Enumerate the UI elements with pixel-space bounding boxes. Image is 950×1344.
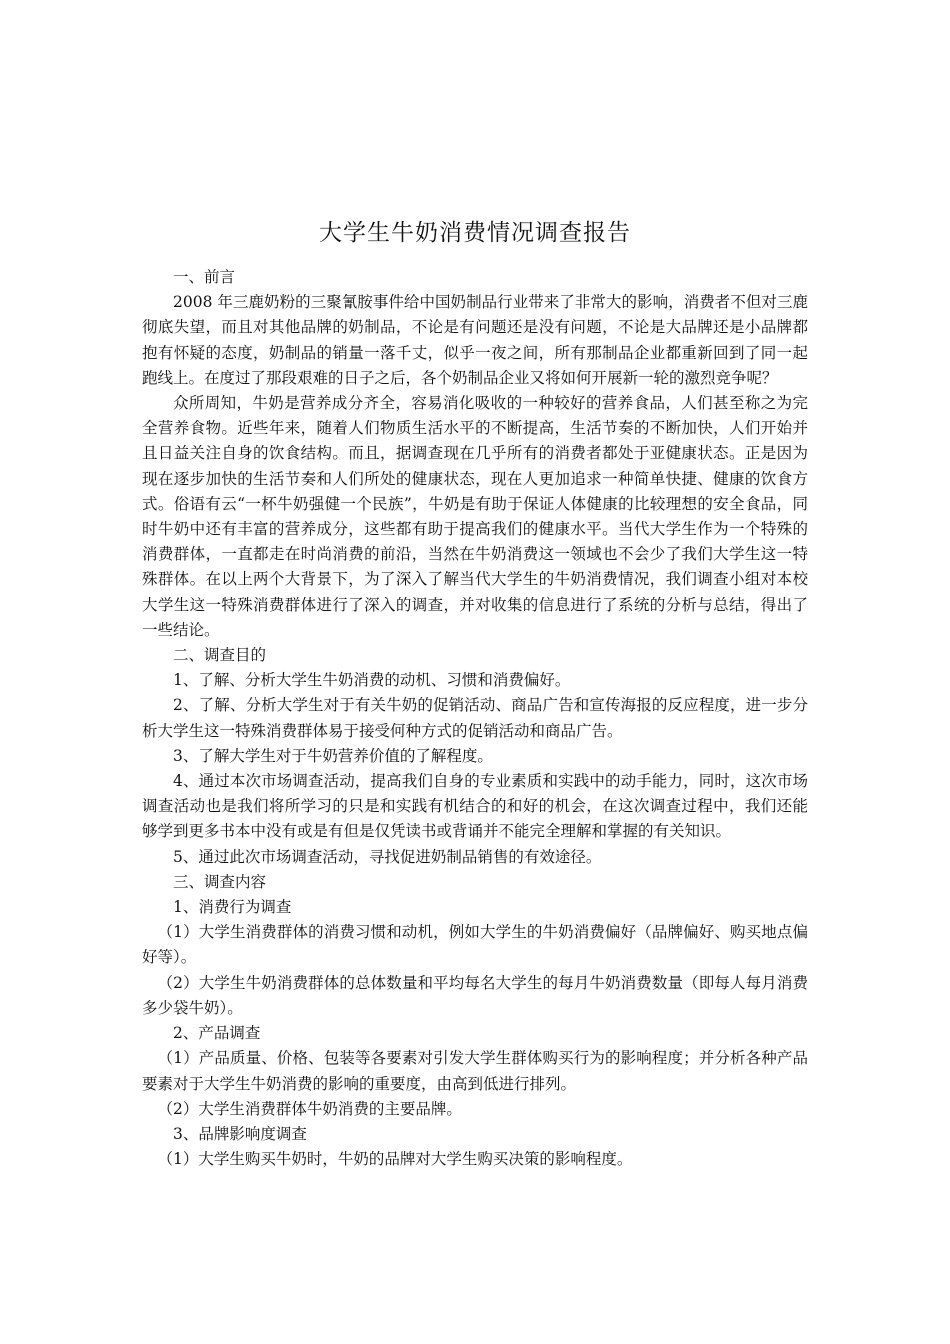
paragraph: 2008 年三鹿奶粉的三聚氰胺事件给中国奶制品行业带来了非常大的影响，消费者不但对三鹿彻底失望，而且对其他品牌的奶制品，不论是有问题还是没有问题，不论是大品牌还是小品牌都抱有怀疑的态度，奶制品的销量一落千丈，似乎一夜之间，所有那制品企业都重新回到了同一起跑线上。在度过了那段艰难的日子之后，各个奶制品企业又将如何开展新一轮的激烈竞争呢？: [142, 293, 808, 387]
paragraph: 众所周知，牛奶是营养成分齐全，容易消化吸收的一种较好的营养食品，人们甚至称之为完全营养食物。近些年来，随着人们物质生活水平的不断提高，生活节奏的不断加快，人们开始并且日益关注自身的饮食结构。而且，据调查现在几乎所有的消费者都处于亚健康状态。正是因为现在逐步加快的生活节奏和人们所处的健康状态，现在人更加追求一种简单快捷、健康的饮食方式。俗语有云“一杯牛奶强健一个民族”，牛奶是有助于保证人体健康的比较理想的安全食品，同时牛奶中还有丰富的营养成分，这些都有助于提高我们的健康水平。当代大学生作为一个特殊的消费群体，一直都走在时尚消费的前沿，当然在牛奶消费这一领域也不会少了我们大学生这一特殊群体。在以上两个大背景下，为了深入了解当代大学生的牛奶消费情况，我们调查小组对本校大学生这一特殊消费群体进行了深入的调查，并对收集的信息进行了系统的分析与总结，得出了一些结论。: [142, 394, 808, 639]
sub-paragraph: （1）产品质量、价格、包装等各要素对引发大学生群体购买行为的影响程度；并分析各种产品要素对于大学生牛奶消费的影响的重要度，由高到低进行排列。: [142, 1049, 808, 1093]
paragraph: 3、了解大学生对于牛奶营养价值的了解程度。: [173, 746, 493, 765]
section-heading: 三、调查内容: [173, 872, 267, 891]
sub-paragraph: （2）大学生消费群体牛奶消费的主要品牌。: [157, 1099, 462, 1118]
paragraph: 3、品牌影响度调查: [173, 1124, 307, 1143]
page-title: 大学生牛奶消费情况调查报告: [319, 220, 631, 246]
paragraph: 1、了解、分析大学生牛奶消费的动机、习惯和消费偏好。: [173, 671, 571, 690]
section-heading: 一、前言: [173, 268, 236, 286]
paragraph: 2、产品调查: [173, 1024, 261, 1043]
paragraph: 1、消费行为调查: [173, 898, 292, 917]
sub-paragraph: （2）大学生牛奶消费群体的总体数量和平均每名大学生的每月牛奶消费数量（即每人每月消费多少袋牛奶）。: [142, 973, 808, 1017]
sub-paragraph: （1）大学生消费群体的消费习惯和动机，例如大学生的牛奶消费偏好（品牌偏好、购买地点偏好等）。: [142, 923, 808, 967]
section-heading: 二、调查目的: [173, 646, 267, 665]
paragraph: 4、通过本次市场调查活动，提高我们自身的专业素质和实践中的动手能力，同时，这次市场调查活动也是我们将所学习的只是和实践有机结合的和好的机会，在这次调查过程中，我们还能够学到更多书本中没有或是有但是仅凭读书或背诵并不能完全理解和掌握的有关知识。: [142, 772, 808, 841]
sub-paragraph: （1）大学生购买牛奶时，牛奶的品牌对大学生购买决策的影响程度。: [157, 1150, 633, 1169]
document-body: [142, 265, 808, 1172]
paragraph: 2、了解、分析大学生对于有关牛奶的促销活动、商品广告和宣传海报的反应程度，进一步分析大学生这一特殊消费群体易于接受何种方式的促销活动和商品广告。: [142, 696, 808, 740]
paragraph: 5、通过此次市场调查活动，寻找促进奶制品销售的有效途径。: [173, 847, 602, 866]
